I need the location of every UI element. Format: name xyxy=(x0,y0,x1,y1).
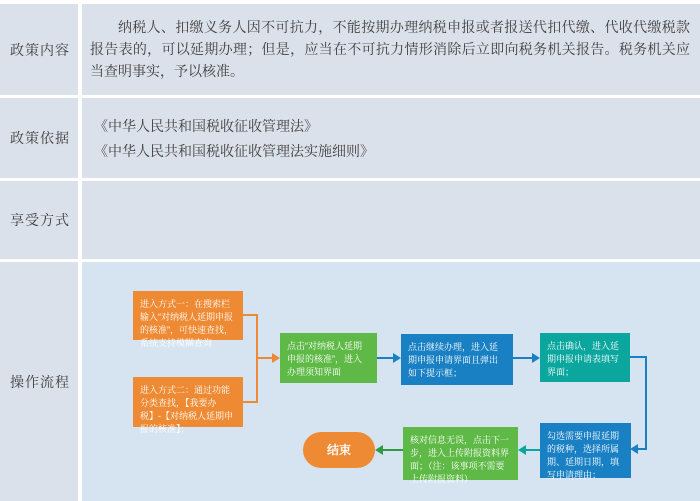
policy-content-paragraph: 纳税人、扣缴义务人因不可抗力，不能按期办理纳税申报或者报送代扣代缴、代收代缴税款报告表的，可以延期办理；但是，应当在不可抗力情形消除后立即向税务机关报告。税务机关应当查明事实，予以核准。 xyxy=(90,19,690,79)
row-label-text: 操作流程 xyxy=(10,373,70,390)
row-label-text: 政策内容 xyxy=(10,41,70,58)
connector-click-to-continue xyxy=(377,357,393,359)
flow-box-end: 结束 xyxy=(303,432,375,468)
connector-merge-to-click xyxy=(256,357,272,359)
law-line-2: 《中华人民共和国税收征收管理法实施细则》 xyxy=(94,143,374,159)
flow-box-check-info: 核对信息无误，点击下一步，进入上传附报资料界面；（注：该事项不需要上传附报资料） xyxy=(403,427,518,480)
arrowhead-into-confirm-box-icon xyxy=(532,353,540,363)
policy-basis-lines xyxy=(82,98,700,164)
enjoy-method-cell xyxy=(82,181,700,259)
connector-into-select-horizontal xyxy=(638,448,647,450)
row-policy-content xyxy=(0,4,700,95)
connector-confirm-down-vertical xyxy=(645,356,647,449)
flowchart-canvas xyxy=(82,262,700,501)
row-label-operation-flow xyxy=(0,262,78,501)
flow-box-entry-method-1: 进入方式一：在搜索栏输入“对纳税人延期申报的核准”，可快速查找，系统支持模糊查询 xyxy=(133,291,243,340)
connector-select-to-check xyxy=(526,449,540,451)
flow-box-entry-method-2: 进入方式二：通过功能分类查找，【我要办税】-【对纳税人延期申报的核准】； xyxy=(133,377,243,427)
law-line-1: 《中华人民共和国税收征收管理法》 xyxy=(94,118,318,134)
row-label-text: 政策依据 xyxy=(10,130,70,146)
arrowhead-into-continue-box-icon xyxy=(393,353,401,363)
flow-box-select-tax: 勾选需要申报延期的税种，选择所属期、延期日期，填写申请理由； xyxy=(540,423,631,478)
connector-check-to-end xyxy=(383,449,403,451)
row-label-enjoy-method xyxy=(0,181,78,259)
policy-content-cell xyxy=(82,4,700,95)
arrowhead-into-check-box-icon xyxy=(518,445,526,455)
policy-basis-cell xyxy=(82,98,700,178)
row-label-policy-content xyxy=(0,4,78,95)
flow-box-continue-handle: 点击继续办理，进入延期申报申请界面且弹出如下提示框； xyxy=(401,334,513,385)
arrowhead-into-end-box-icon xyxy=(375,445,383,455)
connector-continue-to-confirm xyxy=(513,357,532,359)
row-operation-flow xyxy=(0,262,700,501)
flow-box-click-item: 点击“对纳税人延期申报的核准”，进入办理须知界面 xyxy=(280,333,377,383)
row-label-policy-basis xyxy=(0,98,78,178)
row-policy-basis xyxy=(0,98,700,178)
flow-box-confirm: 点击确认，进入延期申报申请表填写界面； xyxy=(540,333,630,382)
arrowhead-into-click-box-icon xyxy=(272,353,280,363)
row-label-text: 享受方式 xyxy=(10,212,70,228)
arrowhead-into-select-box-icon xyxy=(630,444,638,454)
row-enjoy-method xyxy=(0,181,700,259)
